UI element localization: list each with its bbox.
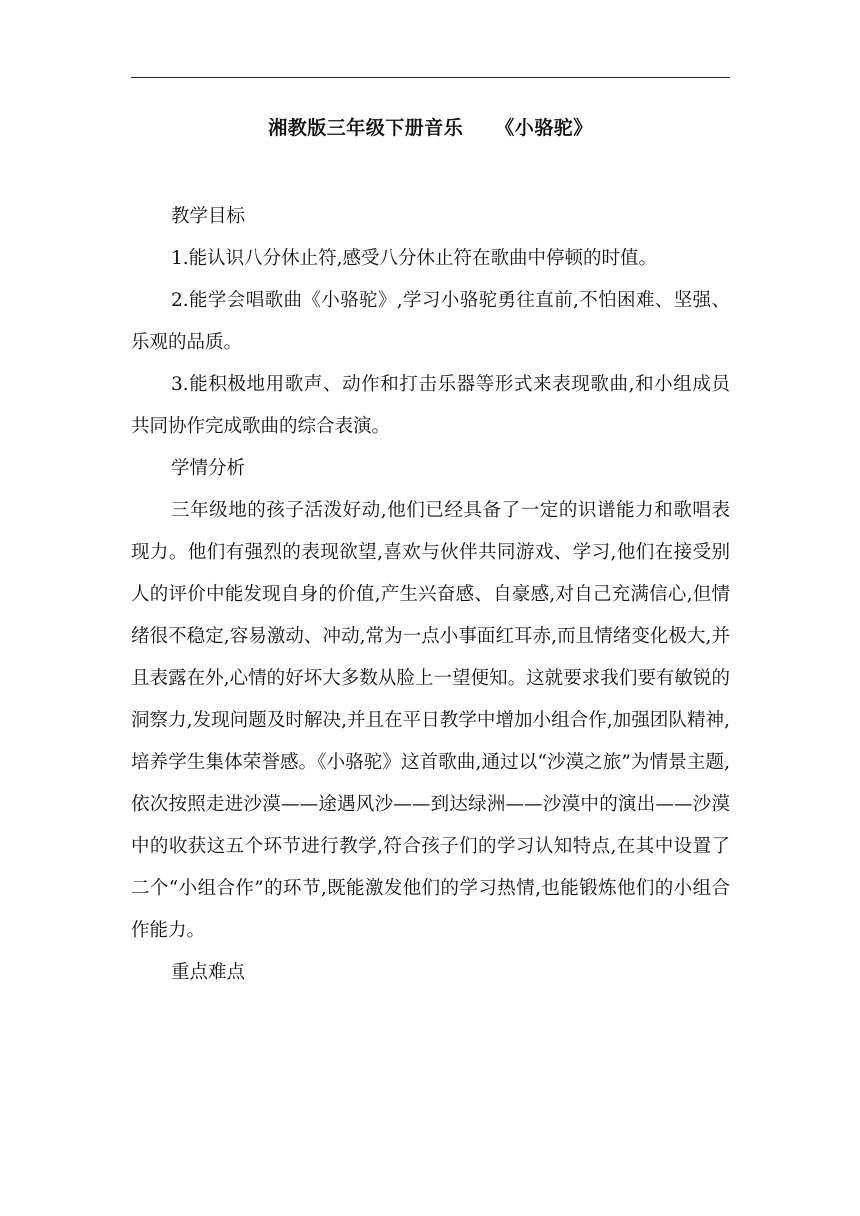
title-song: 《小骆驼》: [495, 117, 593, 139]
goal-item-2: 2.能学会唱歌曲《小骆驼》,学习小骆驼勇往直前,不怕困难、坚强、乐观的品质。: [131, 290, 730, 353]
analysis-paragraph: 三年级地的孩子活泼好动,他们已经具备了一定的识谱能力和歌唱表现力。他们有强烈的表现欲望,喜欢与伙伴共同游戏、学习,他们在接受别人的评价中能发现自身的价值,产生兴奋感、自豪感,对自己充满信心,但情绪很不稳定,容易激动、冲动,常为一点小事面红耳赤,而且情绪变化极大,并且表露在外,心情的好坏大多数从脸上一望便知。这就要求我们要有敏锐的洞察力,发现问题及时解决,并且在平日教学中增加小组合作,加强团队精神,培养学生集体荣誉感。《小骆驼》这首歌曲,通过以“沙漠之旅”为情景主题,依次按照走进沙漠——途遇风沙——到达绿洲——沙漠中的演出——沙漠中的收获这五个环节进行教学,符合孩子们的学习认知特点,在其中设置了二个“小组合作”的环节,既能激发他们的学习热情,也能锻炼他们的小组合作能力。: [131, 500, 730, 941]
analysis-heading: 学情分析: [171, 458, 246, 479]
difficulty-heading: 重点难点: [171, 962, 246, 983]
goals-heading: 教学目标: [171, 206, 246, 227]
goal-item-3: 3.能积极地用歌声、动作和打击乐器等形式来表现歌曲,和小组成员共同协作完成歌曲的综合表演。: [131, 374, 730, 437]
goal-item-1: 1.能认识八分休止符,感受八分休止符在歌曲中停顿的时值。: [171, 248, 658, 269]
document-body: [131, 196, 730, 994]
header-rule: [131, 77, 730, 78]
document-title: [131, 113, 730, 140]
title-main: 湘教版三年级下册音乐: [268, 117, 464, 139]
